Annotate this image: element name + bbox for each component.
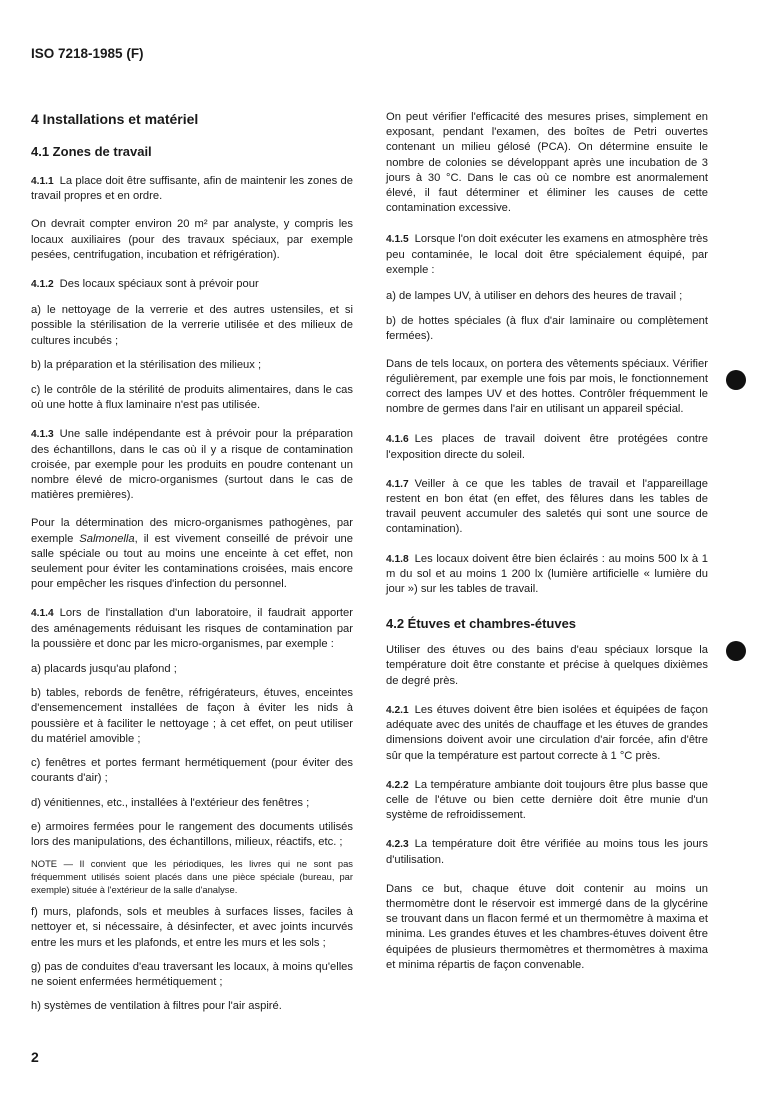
paragraph: Dans ce but, chaque étuve doit contenir au moins un thermomètre dont le réservoir est immergé dans de la glycérine se trouvant dans un flacon fermé et un thermomètre à maxima et minima. Les grandes étuves et les chambres-étuves doivent être équipées de plusieurs thermomètres et thermomètres à maxima et minima répartis de façon convenable. [386,882,708,971]
document-header: ISO 7218-1985 (F) [31,46,144,61]
right-column [386,110,708,973]
list-item: b) la préparation et la stérilisation des milieux ; [31,358,262,371]
left-column [31,110,353,1014]
list-item: c) le contrôle de la stérilité de produits alimentaires, dans le cas où une hotte à flux laminaire n'est pas utilisée. [31,384,353,412]
paragraph: On peut vérifier l'efficacité des mesures prises, simplement en exposant, pendant l'examen, des boîtes de Petri ouvertes contenant un milieu gélosé (PCA). On détermine ensuite le nombre de colonies se développant après une incubation de 3 jours à 30 °C. Dans le cas où ce nombre est anormalement élevé, il faut déterminer et éliminer les causes de cette contamination excessive. [386,111,708,215]
note: NOTE — Il convient que les périodiques, les livres qui ne sont pas fréquemment utilisés soient placés dans une pièce spéciale (bureau, par exemple) située à l'extérieur de la salle d'analyse. [31,858,353,896]
margin-dot-icon [726,641,746,661]
list-item: e) armoires fermées pour le rangement des documents utilisés lors des manipulations, des échantillons, milieux, réactifs, etc. ; [31,820,353,848]
section-4-1-heading: 4.1 Zones de travail [31,144,152,159]
section-4-2-heading: 4.2 Étuves et chambres-étuves [386,616,577,632]
paragraph: On devrait compter environ 20 m² par analyste, y compris les locaux auxiliaires (pour des travaux spéciaux, par exemple pesées, centrifugation, incubation et réfrigération). [31,218,353,261]
paragraph-4-1-5: 4.1.5 Lorsque l'on doit exécuter les examens en atmosphère très peu contaminée, le local doit être spécialement équipé, par exemple : [386,233,708,276]
list-item: f) murs, plafonds, sols et meubles à surfaces lisses, faciles à nettoyer et, si nécessaire, à désinfecter, et avec joints incurvés entre les murs et les plafonds, et entre les murs et les sols ; [31,906,353,949]
list-item: b) de hottes spéciales (à flux d'air laminaire ou complètement fermées). [386,315,708,343]
list-item: a) placards jusqu'au plafond ; [31,663,177,676]
paragraph-4-2-1: 4.2.1 Les étuves doivent être bien isolées et équipées de façon adéquate avec des unités de chauffage et les étuves de grandes dimensions doivent avoir une circulation d'air forcée, afin d'être sûr que la température est partout correcte à 1 °C près. [386,703,708,762]
paragraph-4-1-8: 4.1.8 Les locaux doivent être bien éclairés : au moins 500 lx à 1 m du sol et au moins 1 200 lx (lumière artificielle « lumière du jour ») sur les tables de travail. [386,552,708,596]
paragraph: Utiliser des étuves ou des bains d'eau spéciaux lorsque la température doit être constante et précise à quelques dixièmes de degré près. [386,644,708,687]
paragraph-4-1-2: 4.1.2 Des locaux spéciaux sont à prévoir pour [31,278,259,291]
list-item: a) de lampes UV, à utiliser en dehors des heures de travail ; [386,290,683,303]
paragraph-4-2-2: 4.2.2 La température ambiante doit toujours être plus basse que celle de l'étuve ou bien cette dernière doit être munie d'un système de refroidissement. [386,778,708,822]
page-number: 2 [31,1049,39,1065]
list-item: b) tables, rebords de fenêtre, réfrigérateurs, étuves, enceintes d'ensemencement installées de façon à éviter les nids à poussière et à faciliter le nettoyage ; à cet effet, on peut utiliser du matériel amovible ; [31,687,353,745]
paragraph: Pour la détermination des micro-organismes pathogènes, par exemple Salmonella, il est vivement conseillé de prévoir une salle spéciale ou tout au moins une enceinte à cet effet, non seulement pour éviter les contaminations croisées, mais encore pour empêcher les risques d'infection du personnel. [31,517,353,591]
list-item: c) fenêtres et portes fermant hermétiquement (pour éviter des courants d'air) ; [31,757,353,785]
list-item: g) pas de conduites d'eau traversant les locaux, à moins qu'elles ne soient enfermées hermétiquement ; [31,960,353,988]
paragraph-4-1-4: 4.1.4 Lors de l'installation d'un laboratoire, il faudrait apporter des aménagements réduisant les risques de contamination par la poussière et donc par les micro-organismes, par exemple : [31,607,353,650]
paragraph-4-2-3: 4.2.3 La température doit être vérifiée au moins tous les jours d'utilisation. [386,838,708,866]
paragraph-4-1-6: 4.1.6 Les places de travail doivent être protégées contre l'exposition directe du soleil. [386,433,708,461]
paragraph-4-1-3: 4.1.3 Une salle indépendante est à prévoir pour la préparation des échantillons, dans le cas où il y a risque de contamination croisée, par exemple pour les produits en poudre contenant un nombre élevé de micro-organismes (surtout dans le cas de matières premières). [31,428,353,502]
margin-dot-icon [726,370,746,390]
paragraph-4-1-1: 4.1.1 La place doit être suffisante, afin de maintenir les zones de travail propres et en ordre. [31,175,353,203]
list-item: d) vénitiennes, etc., installées à l'extérieur des fenêtres ; [31,796,310,809]
list-item: a) le nettoyage de la verrerie et des autres ustensiles, et si possible la stérilisation de la verrerie utilisée et des milieux de cultures incubés ; [31,304,353,347]
paragraph: Dans de tels locaux, on portera des vêtements spéciaux. Vérifier régulièrement, par exemple une fois par mois, le fonctionnement correct des lampes UV et des hottes. Contrôler fréquemment le nombre de germes dans l'air en utilisant un appareil spécial. [386,357,708,416]
list-item: h) systèmes de ventilation à filtres pour l'air aspiré. [31,1000,282,1013]
paragraph-4-1-7: 4.1.7 Veiller à ce que les tables de travail et l'appareillage restent en bon état (en effet, des fêlures dans les tables de travail peuvent accumuler des saletés qui sont une source de contamination). [386,477,708,536]
section-4-heading: 4 Installations et matériel [31,111,199,127]
